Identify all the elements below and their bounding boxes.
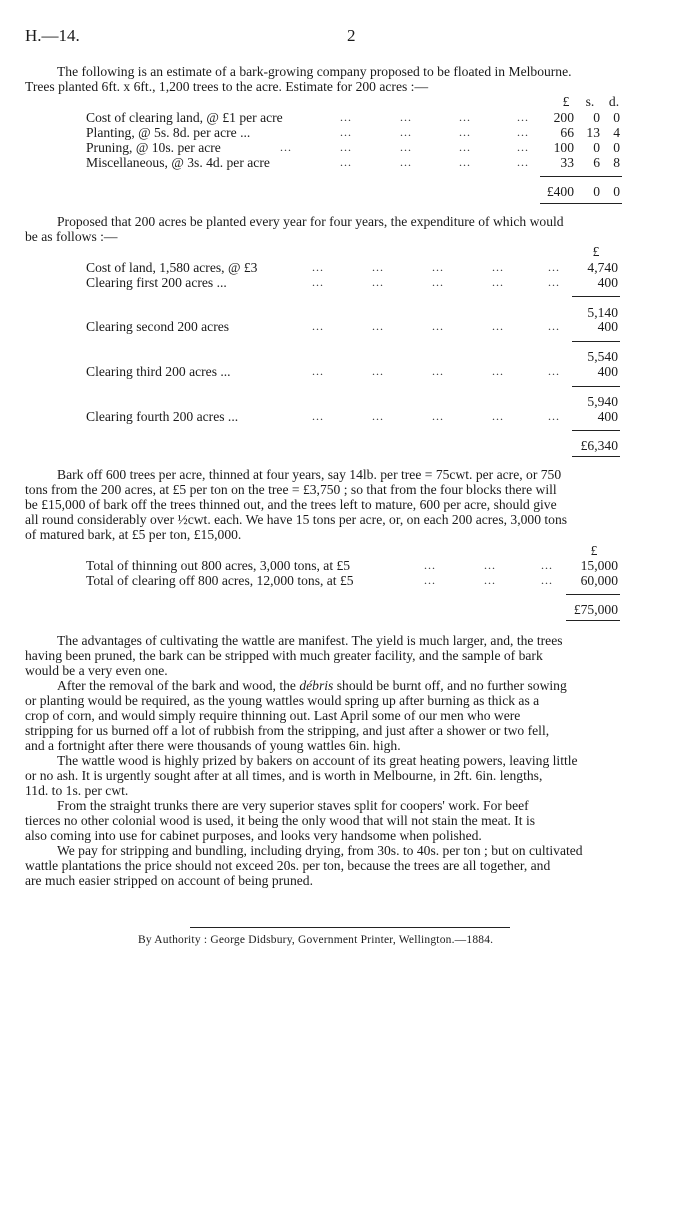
estimate-row-label: Cost of clearing land, @ £1 per acre: [86, 110, 283, 125]
expenditure-value: 400: [597, 319, 618, 334]
pounds-value: 200: [553, 110, 574, 125]
expenditure-row-label: Cost of land, 1,580 acres, @ £3: [86, 260, 258, 275]
leader-dots: ...: [517, 155, 529, 169]
leader-dots: ...: [312, 409, 324, 423]
currency-header: £: [590, 543, 598, 558]
body-line: tierces no other colonial wood is used, it being the only wood that will not stain the meat. It is: [25, 813, 536, 828]
leader-dots: ...: [548, 260, 560, 274]
leader-dots: ...: [492, 364, 504, 378]
expenditure-value: 400: [597, 364, 618, 379]
shillings-value: 6: [593, 155, 600, 170]
body-line: are much easier stripped on account of being pruned.: [25, 873, 314, 888]
leader-dots: ...: [492, 260, 504, 274]
leader-dots: ...: [372, 364, 384, 378]
totals-row-label: Total of clearing off 800 acres, 12,000 tons, at £5: [86, 573, 354, 588]
body-line: or planting would be required, as the young wattles would spring up after burning as thick as a: [25, 693, 540, 708]
body-line: or no ash. It is urgently sought after at all times, and is worth in Melbourne, in 2ft. 6in. lengths,: [25, 768, 543, 783]
leader-dots: ...: [492, 319, 504, 333]
bark-line: of matured bark, at £5 per ton, £15,000.: [25, 527, 242, 542]
leader-dots: ...: [424, 558, 436, 572]
leader-dots: ...: [280, 140, 292, 154]
body-line: would be a very even one.: [25, 663, 168, 678]
leader-dots: ...: [492, 409, 504, 423]
leader-dots: ...: [400, 110, 412, 124]
leader-dots: ...: [484, 573, 496, 587]
totals-value: 15,000: [580, 558, 618, 573]
total-rule: [540, 203, 622, 204]
leader-dots: ...: [459, 155, 471, 169]
total-rule: [566, 620, 620, 621]
expenditure-row-label: Clearing second 200 acres: [86, 319, 230, 334]
proposal-line: Proposed that 200 acres be planted every year for four years, the expenditure of which would: [57, 214, 564, 229]
leader-dots: ...: [459, 140, 471, 154]
leader-dots: ...: [432, 275, 444, 289]
total-shillings: 0: [593, 184, 600, 199]
intro-line: The following is an estimate of a bark-growing company proposed to be floated in Melbourne.: [57, 64, 572, 79]
bark-line: Bark off 600 trees per acre, thinned at four years, say 14lb. per tree = 75cwt. per acre, or 750: [57, 467, 562, 482]
leader-dots: ...: [400, 155, 412, 169]
body-line: stripping for us burned off a lot of rubbish from the stripping, and just after a shower or two fell,: [25, 723, 550, 738]
body-line: crop of corn, and would simply require thinning out. Last April some of our men who were: [25, 708, 521, 723]
body-line: 11d. to 1s. per cwt.: [25, 783, 129, 798]
pounds-value: 33: [560, 155, 574, 170]
expenditure-value: 4,740: [587, 260, 618, 275]
total-pence: 0: [613, 184, 620, 199]
sum-rule: [572, 341, 620, 342]
estimate-row-label: Miscellaneous, @ 3s. 4d. per acre: [86, 155, 270, 170]
subtotal-value: 5,940: [587, 394, 618, 409]
leader-dots: ...: [432, 319, 444, 333]
pence-value: 8: [613, 155, 620, 170]
pence-value: 0: [613, 110, 620, 125]
leader-dots: ...: [459, 110, 471, 124]
totals-value: 60,000: [580, 573, 618, 588]
leader-dots: ...: [340, 110, 352, 124]
intro-line: Trees planted 6ft. x 6ft., 1,200 trees to the acre. Estimate for 200 acres :—: [25, 79, 429, 94]
leader-dots: ...: [312, 260, 324, 274]
expenditure-value: 400: [597, 409, 618, 424]
footer-rule: [190, 927, 510, 928]
sum-rule: [540, 176, 622, 177]
leader-dots: ...: [400, 140, 412, 154]
leader-dots: ...: [459, 125, 471, 139]
shillings-value: 13: [586, 125, 600, 140]
leader-dots: ...: [340, 125, 352, 139]
total-rule: [572, 456, 620, 457]
leader-dots: ...: [340, 140, 352, 154]
subtotal-value: 5,140: [587, 305, 618, 320]
currency-header: £: [592, 244, 600, 259]
estimate-row-label: Planting, @ 5s. 8d. per acre ...: [86, 125, 251, 140]
leader-dots: ...: [548, 364, 560, 378]
leader-dots: ...: [432, 364, 444, 378]
leader-dots: ...: [548, 409, 560, 423]
body-line: From the straight trunks there are very superior staves split for coopers' work. For beef: [57, 798, 529, 813]
leader-dots: ...: [312, 275, 324, 289]
expenditure-value: 400: [597, 275, 618, 290]
body-line: After the removal of the bark and wood, the débris should be burnt off, and no further sowing: [57, 678, 567, 693]
expenditure-row-label: Clearing fourth 200 acres ...: [86, 409, 239, 424]
leader-dots: ...: [432, 260, 444, 274]
body-line: having been pruned, the bark can be stripped with much greater facility, and the sample of bark: [25, 648, 543, 663]
sum-rule: [566, 594, 620, 595]
grand-total: £6,340: [580, 438, 618, 453]
sum-rule: [572, 430, 620, 431]
total-pounds: £400: [546, 184, 574, 199]
sum-rule: [572, 296, 620, 297]
pounds-header: £: [562, 94, 570, 109]
leader-dots: ...: [517, 140, 529, 154]
leader-dots: ...: [541, 558, 553, 572]
leader-dots: ...: [312, 319, 324, 333]
leader-dots: ...: [372, 319, 384, 333]
estimate-row-label: Pruning, @ 10s. per acre: [86, 140, 221, 155]
bark-line: all round considerably over ½cwt. each. We have 15 tons per acre, or, on each 200 acres, 3,000 tons: [25, 512, 568, 527]
pence-value: 4: [613, 125, 620, 140]
body-line: The advantages of cultivating the wattle are manifest. The yield is much larger, and, the trees: [57, 633, 563, 648]
subtotal-value: 5,540: [587, 349, 618, 364]
body-line: and a fortnight after there were thousands of young wattles 6in. high.: [25, 738, 401, 753]
document-id: H.—14.: [25, 26, 80, 45]
printer-imprint: By Authority : George Didsbury, Government Printer, Wellington.—1884.: [138, 934, 494, 946]
leader-dots: ...: [548, 319, 560, 333]
bark-line: tons from the 200 acres, at £5 per ton on the tree = £3,750 ; so that from the four blocks there will: [25, 482, 557, 497]
body-line: The wattle wood is highly prized by bakers on account of its great heating powers, leaving little: [57, 753, 578, 768]
page-number: 2: [347, 26, 356, 45]
sum-rule: [572, 386, 620, 387]
shillings-header: s.: [585, 94, 595, 109]
leader-dots: ...: [484, 558, 496, 572]
leader-dots: ...: [400, 125, 412, 139]
leader-dots: ...: [424, 573, 436, 587]
leader-dots: ...: [432, 409, 444, 423]
grand-total: £75,000: [573, 602, 618, 617]
leader-dots: ...: [340, 155, 352, 169]
body-line: wattle plantations the price should not exceed 20s. per ton, because the trees are all together, and: [25, 858, 551, 873]
leader-dots: ...: [548, 275, 560, 289]
expenditure-row-label: Clearing third 200 acres ...: [86, 364, 231, 379]
totals-row-label: Total of thinning out 800 acres, 3,000 tons, at £5: [86, 558, 351, 573]
leader-dots: ...: [492, 275, 504, 289]
leader-dots: ...: [372, 260, 384, 274]
expenditure-row-label: Clearing first 200 acres ...: [86, 275, 227, 290]
body-line: We pay for stripping and bundling, including drying, from 30s. to 40s. per ton ; but on cultivated: [57, 843, 583, 858]
leader-dots: ...: [312, 364, 324, 378]
leader-dots: ...: [517, 125, 529, 139]
leader-dots: ...: [517, 110, 529, 124]
shillings-value: 0: [593, 110, 600, 125]
leader-dots: ...: [372, 275, 384, 289]
proposal-line: be as follows :—: [25, 229, 118, 244]
pounds-value: 100: [553, 140, 574, 155]
leader-dots: ...: [372, 409, 384, 423]
pounds-value: 66: [560, 125, 574, 140]
body-line: also coming into use for cabinet purposes, and looks very handsome when polished.: [25, 828, 482, 843]
pence-header: d.: [608, 94, 620, 109]
bark-line: be £15,000 of bark off the trees thinned out, and the trees left to mature, 600 per acre, should give: [25, 497, 557, 512]
shillings-value: 0: [593, 140, 600, 155]
pence-value: 0: [613, 140, 620, 155]
leader-dots: ...: [541, 573, 553, 587]
